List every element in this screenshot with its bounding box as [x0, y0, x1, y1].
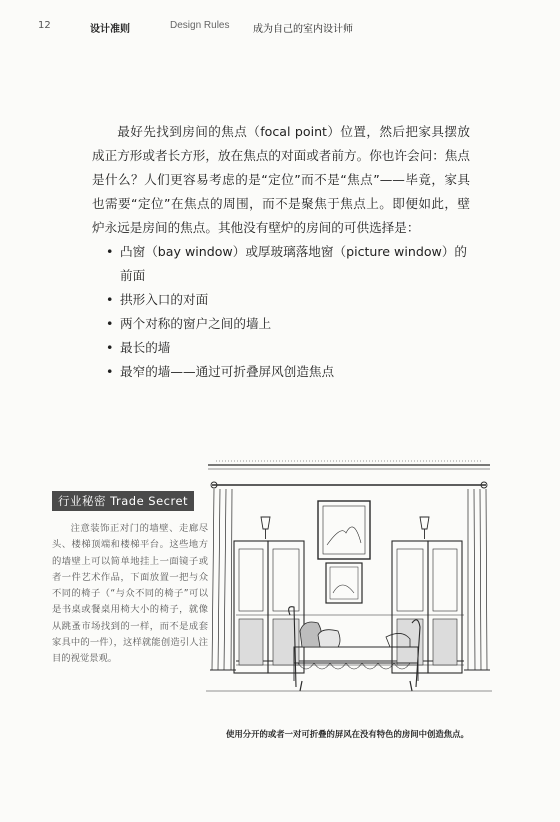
list-item: • 两个对称的窗户之间的墙上 [106, 312, 470, 336]
list-item: • 凸窗（bay window）或厚玻璃落地窗（picture window）的前面 [106, 240, 470, 288]
running-header [38, 20, 540, 34]
room-illustration [206, 455, 492, 710]
list-item: • 最窄的墙——通过可折叠屏风创造焦点 [106, 360, 470, 384]
trade-secret-body: 注意装饰正对门的墙壁、走廊尽头、楼梯顶端和楼梯平台。这些地方的墙壁上可以简单地挂上一面镜子或者一件艺术作品，下面放置一把与众不同的椅子（“与众不同的椅子”可以是书桌或餐桌用椅大小的椅子，就像从跳蚤市场找到的一样，而不是成套家具中的一件），这样就能创造引人注目的视觉景观。 [52, 523, 208, 665]
trade-secret-title: 行业秘密 Trade Secret [52, 491, 194, 511]
list-item: • 最长的墙 [106, 336, 470, 360]
book-title: 成为自己的室内设计师 [253, 24, 353, 35]
main-body [92, 120, 470, 384]
figure-caption: 使用分开的或者一对可折叠的屏风在没有特色的房间中创造焦点。 [226, 729, 469, 739]
section-title: 设计准则 [90, 24, 130, 35]
page-number: 12 [38, 20, 51, 31]
intro-paragraph: 最好先找到房间的焦点（focal point）位置，然后把家具摆放成正方形或者长方形，放在焦点的对面或者前方。你也许会问：焦点是什么？人们更容易考虑的是“定位”而不是“焦点”——毕竟，家具也需要“定位”在焦点的周围，而不是聚焦于焦点上。即便如此，壁炉永远是房间的焦点。其他没有壁炉的房间的可供选择是： [92, 124, 470, 235]
section-title-en: Design Rules [170, 20, 230, 31]
trade-secret-sidebar [52, 490, 208, 668]
list-item: • 拱形入口的对面 [106, 288, 470, 312]
focal-point-options-list [92, 240, 470, 384]
